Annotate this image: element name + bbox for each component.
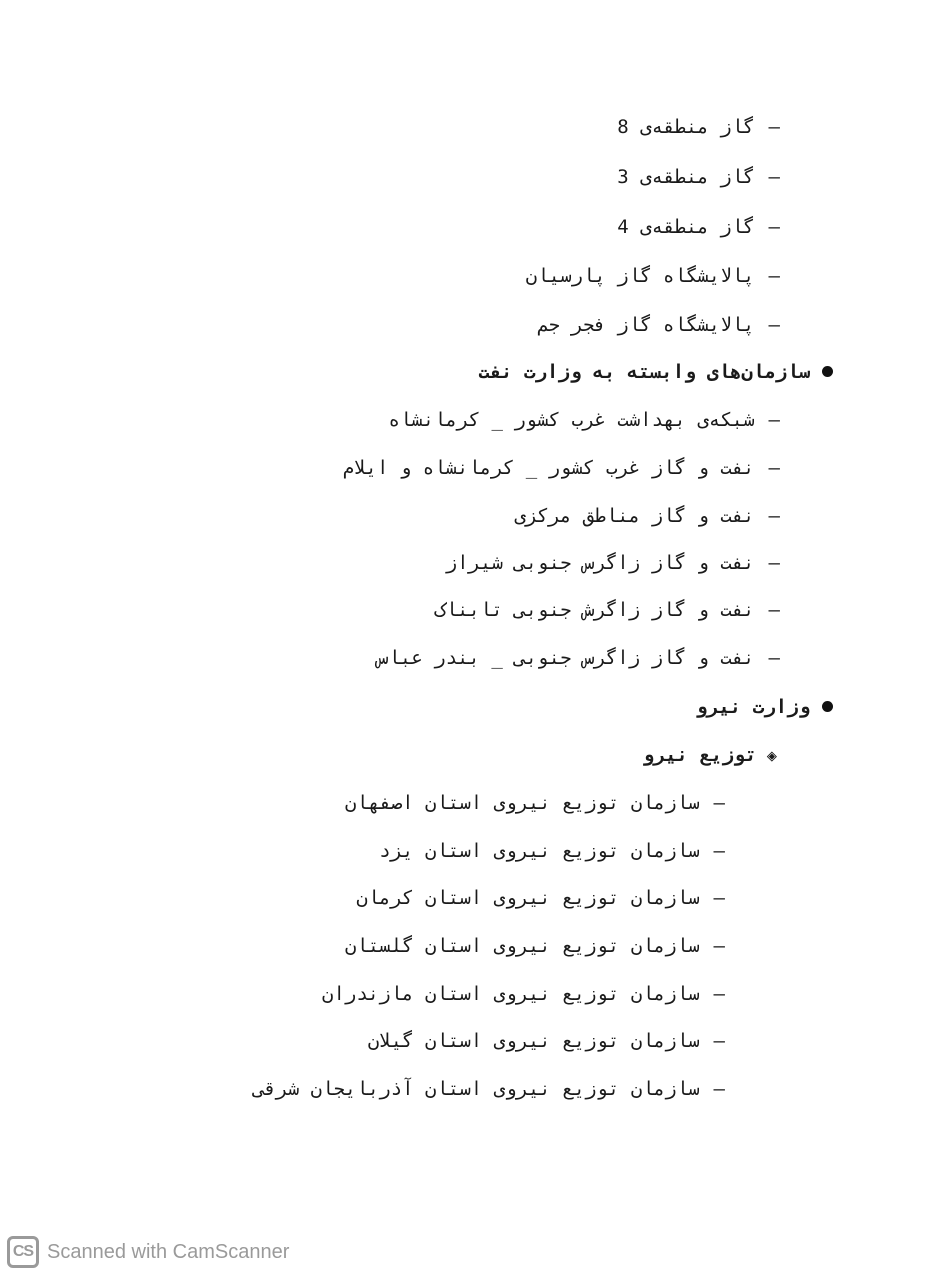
list-item xyxy=(322,980,725,1008)
list-item-text: سازمان توزیع نیروی استان اصفهان xyxy=(344,792,700,814)
list-item-text: نفت و گاز زاگرس جنوبی _ بندر عباس xyxy=(377,647,755,669)
bullet-icon xyxy=(822,701,833,712)
dash-marker: – xyxy=(768,599,780,621)
list-item-text: پالایشگاه گاز پارسیان xyxy=(525,265,755,287)
dash-marker: – xyxy=(768,314,780,336)
list-item xyxy=(356,884,725,912)
diamond-bullet-icon: ◈ xyxy=(766,746,777,766)
list-item xyxy=(617,213,780,241)
list-item xyxy=(389,406,781,434)
dash-marker: – xyxy=(768,552,780,574)
list-item xyxy=(379,837,725,865)
list-item-text: پالایشگاه گاز فجر جم xyxy=(537,314,755,336)
bullet-icon xyxy=(822,366,833,377)
watermark-text: Scanned with CamScanner xyxy=(47,1240,290,1263)
dash-marker: – xyxy=(768,409,780,431)
dash-marker: – xyxy=(713,792,725,814)
list-item xyxy=(343,454,780,482)
subheading-distribution xyxy=(642,741,777,770)
list-item xyxy=(617,113,780,141)
list-item xyxy=(345,789,725,817)
list-item-text: گاز منطقه‌ی 8 xyxy=(617,116,755,138)
list-item-text: نفت و گاز مناطق مرکزی xyxy=(514,505,755,527)
dash-marker: – xyxy=(768,116,780,138)
dash-marker: – xyxy=(768,457,780,479)
dash-marker: – xyxy=(768,647,780,669)
list-item-text: سازمان توزیع نیروی استان گیلان xyxy=(367,1030,700,1052)
list-item-text: نفت و گاز زاگرش جنوبی تابناک xyxy=(434,599,755,621)
list-item-text: گاز منطقه‌ی 4 xyxy=(617,216,755,238)
section-heading-text: سازمان‌های وابسته به وزارت نفت xyxy=(478,361,810,383)
list-item xyxy=(537,311,780,339)
list-item-text: سازمان توزیع نیروی استان آذربایجان شرقی xyxy=(253,1078,700,1100)
dash-marker: – xyxy=(713,1030,725,1052)
list-item xyxy=(526,262,780,290)
list-item xyxy=(253,1075,725,1103)
list-item-text: سازمان توزیع نیروی استان مازندران xyxy=(322,983,700,1005)
list-item xyxy=(368,1027,725,1055)
subheading-text: توزیع نیرو xyxy=(642,744,757,766)
list-item-text: گاز منطقه‌ی 3 xyxy=(617,166,755,188)
section-heading-text: وزارت نیرو xyxy=(695,696,810,718)
camscanner-logo-icon: CS xyxy=(7,1236,39,1268)
dash-marker: – xyxy=(713,840,725,862)
list-item-text: نفت و گاز غرب کشور _ کرمانشاه و ایلام xyxy=(342,457,755,479)
dash-marker: – xyxy=(768,265,780,287)
dash-marker: – xyxy=(768,216,780,238)
dash-marker: – xyxy=(713,1078,725,1100)
dash-marker: – xyxy=(713,935,725,957)
list-item xyxy=(377,644,780,672)
dash-marker: – xyxy=(768,505,780,527)
dash-marker: – xyxy=(713,983,725,1005)
list-item xyxy=(446,549,780,577)
section-heading-energy xyxy=(696,693,833,721)
list-item-text: سازمان توزیع نیروی استان یزد xyxy=(379,840,700,862)
list-item xyxy=(434,596,780,624)
list-item xyxy=(345,932,725,960)
dash-marker: – xyxy=(713,887,725,909)
list-item-text: نفت و گاز زاگرس جنوبی شیراز xyxy=(445,552,755,574)
list-item-text: سازمان توزیع نیروی استان کرمان xyxy=(356,887,700,909)
list-item-text: سازمان توزیع نیروی استان گلستان xyxy=(344,935,700,957)
section-heading-affiliated xyxy=(478,358,833,386)
list-item-text: شبکه‌ی بهداشت غرب کشور _ کرمانشاه xyxy=(388,409,755,431)
list-item xyxy=(514,502,780,530)
dash-marker: – xyxy=(768,166,780,188)
camscanner-watermark xyxy=(7,1234,289,1270)
list-item xyxy=(617,163,780,191)
